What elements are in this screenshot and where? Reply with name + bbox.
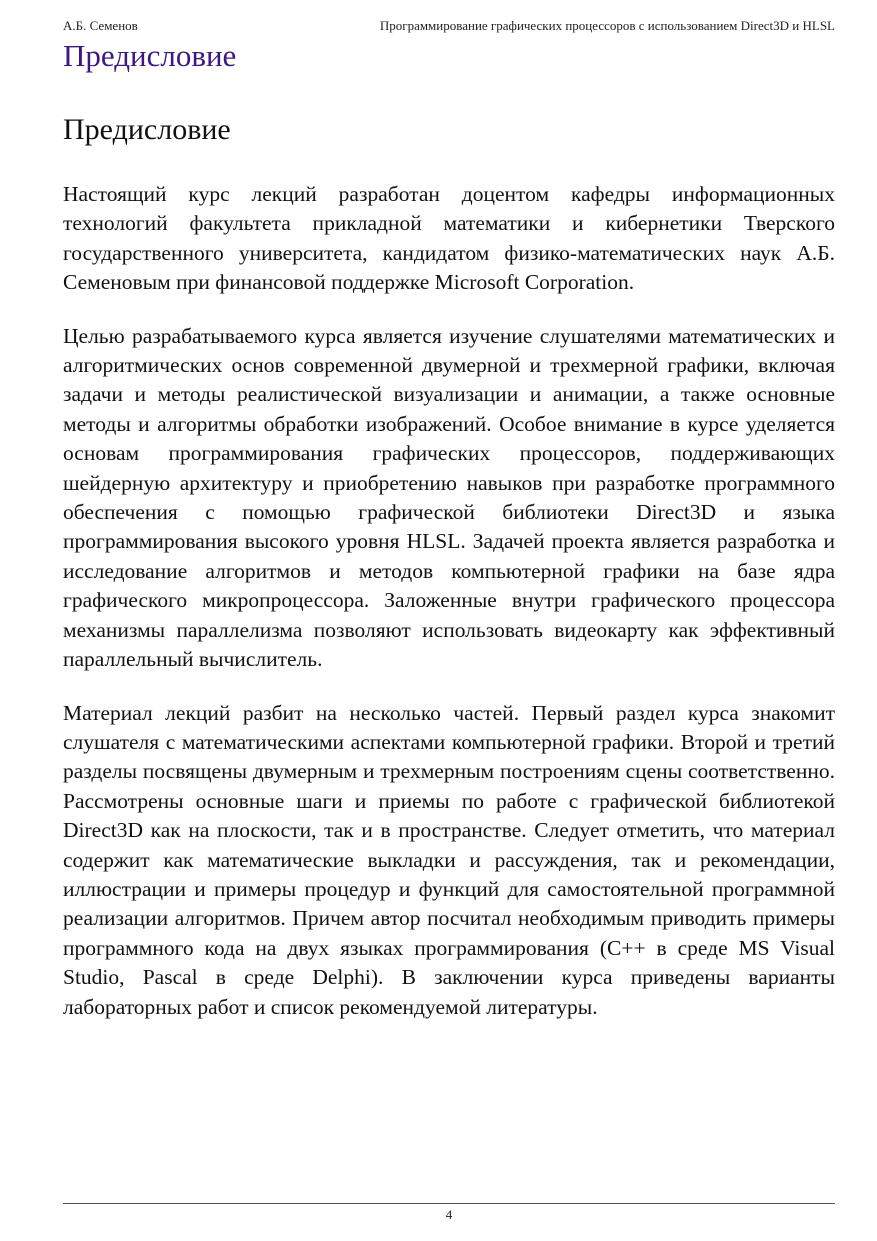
header-book-title: Программирование графических процессоров с использованием Direct3D и HLSL xyxy=(379,18,835,33)
chapter-title: Предисловие xyxy=(63,113,231,146)
paragraph-2: Целью разрабатываемого курса является изучение слушателями математических и алгоритмических основ современной двумерной и трехмерной графики, включая задачи и методы реалистической визуализации и анимации, а также основные методы и алгоритмы обработки изображений. Особое внимание в курсе уделяется основам программирования графических процессоров, поддерживающих шейдерную архитектуру и приобретению навыков при разработке программного обеспечения с помощью графической библиотеки Direct3D и языка программирования высокого уровня HLSL. Задачей проекта является разработка и исследование алгоритмов и методов компьютерной графики на базе ядра графического микропроцессора. Заложенные внутри графического процессора механизмы параллелизма позволяют использовать видеокарту как эффективный параллельный вычислитель. xyxy=(63,323,835,672)
footer-divider xyxy=(63,1203,835,1204)
preface-body xyxy=(63,180,835,1046)
page-number: 4 xyxy=(445,1207,453,1222)
header-author: А.Б. Семенов xyxy=(63,18,138,33)
paragraph-3: Материал лекций разбит на несколько частей. Первый раздел курса знакомит слушателя с математическими аспектами компьютерной графики. Второй и третий разделы посвящены двумерным и трехмерным построениям сцены соответственно. Рассмотрены основные шаги и приемы по работе с графической библиотекой Direct3D как на плоскости, так и в пространстве. Следует отметить, что материал содержит как математические выкладки и рассуждения, так и рекомендации, иллюстрации и примеры процедур и функций для самостоятельной программной реализации алгоритмов. Причем автор посчитал необходимым приводить примеры программного кода на двух языках программирования (C++ в среде MS Visual Studio, Pascal в среде Delphi). В заключении курса приведены варианты лабораторных работ и список рекомендуемой литературы. xyxy=(63,700,835,1019)
section-title: Предисловие xyxy=(63,38,237,73)
paragraph-1: Настоящий курс лекций разработан доцентом кафедры информационных технологий факультета прикладной математики и кибернетики Тверского государственного университета, кандидатом физико-математических наук А.Б. Семеновым при финансовой поддержке Microsoft Corporation. xyxy=(63,182,835,295)
